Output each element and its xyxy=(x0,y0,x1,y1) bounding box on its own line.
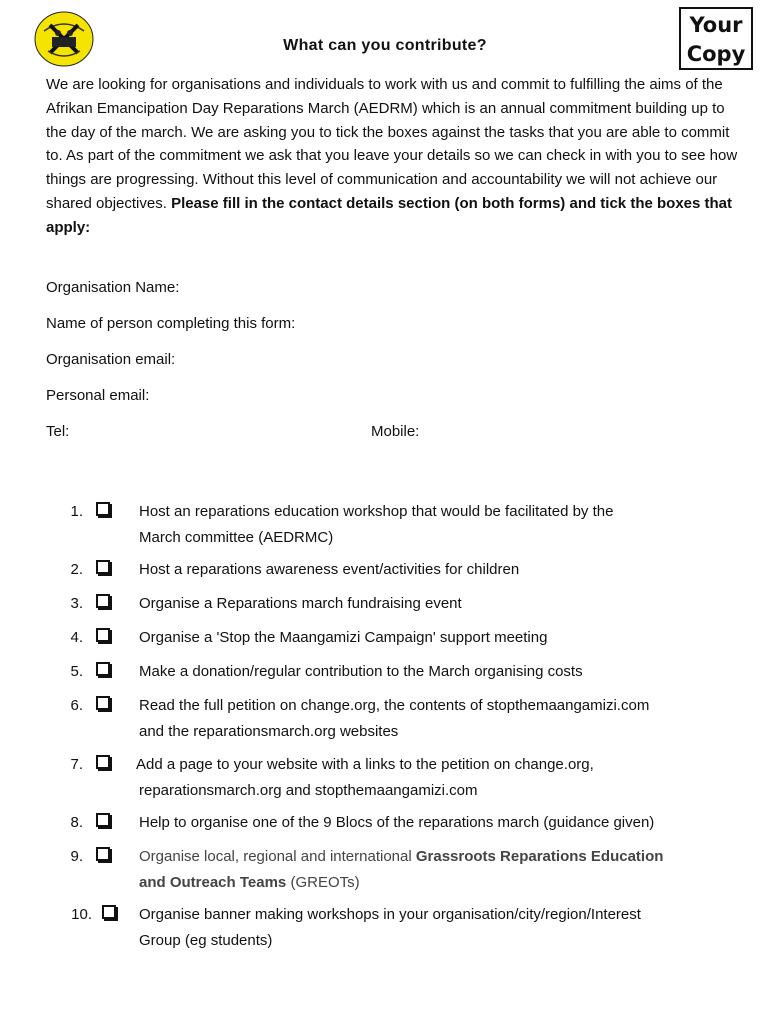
task-number: 2. xyxy=(70,561,83,578)
checkbox[interactable] xyxy=(96,502,110,516)
checkbox[interactable] xyxy=(96,628,110,642)
tel-field[interactable]: Tel: xyxy=(46,423,70,440)
task-text xyxy=(139,693,739,745)
task-number: 9. xyxy=(70,848,83,865)
task-number: 7. xyxy=(70,756,83,773)
checkbox[interactable] xyxy=(96,662,110,676)
checkbox[interactable] xyxy=(96,813,110,827)
task-number: 10. xyxy=(71,906,92,923)
task-line: and the reparationsmarch.org websites xyxy=(139,723,399,740)
task-line: Organise local, regional and international xyxy=(139,848,416,865)
task-line: Organise banner making workshops in your organisation/city/region/Interest xyxy=(139,906,641,923)
task-line: Add a page to your website with a links to the petition on change.org, xyxy=(136,756,594,773)
intro-paragraph xyxy=(46,73,746,240)
task-line: March committee (AEDRMC) xyxy=(139,529,334,546)
task-number: 8. xyxy=(70,814,83,831)
copy-label-line1: Your xyxy=(689,13,743,37)
intro-body: We are looking for organisations and individuals to work with us and commit to fulfilling the aims of the Afrikan Emancipation Day Reparations March (AEDRM) which is an annual commitment building up to the day of the march. We are asking you to tick the boxes against the tasks that you are able to commit to. As part of the commitment we ask that you leave your details so we can check in with you to see how things are progressing. Without this level of communication and accountability we will not achieve our shared objectives. xyxy=(46,76,738,212)
page-title: What can you contribute? xyxy=(283,37,487,54)
task-line: (GREOTs) xyxy=(286,874,360,891)
checkbox[interactable] xyxy=(96,847,110,861)
task-line: Read the full petition on change.org, the contents of stopthemaangamizi.com xyxy=(139,697,650,714)
task-text: Organise a 'Stop the Maangamizi Campaign' support meeting xyxy=(139,629,548,646)
task-text: Help to organise one of the 9 Blocs of the reparations march (guidance given) xyxy=(139,814,655,831)
task-text xyxy=(139,844,739,896)
task-number: 1. xyxy=(70,503,83,520)
task-number: 4. xyxy=(70,629,83,646)
task-number: 5. xyxy=(70,663,83,680)
org-email-field[interactable]: Organisation email: xyxy=(46,351,176,368)
mobile-field[interactable]: Mobile: xyxy=(371,423,420,440)
checkbox[interactable] xyxy=(96,696,110,710)
org-name-field[interactable]: Organisation Name: xyxy=(46,279,180,296)
task-text: Organise a Reparations march fundraising event xyxy=(139,595,462,612)
task-line-bold: Grassroots Reparations Education xyxy=(415,848,664,865)
task-text: Host a reparations awareness event/activities for children xyxy=(139,561,520,578)
personal-email-field[interactable]: Personal email: xyxy=(46,387,150,404)
task-line-bold: and Outreach Teams xyxy=(139,874,287,891)
checkbox[interactable] xyxy=(96,560,110,574)
task-line: Host an reparations education workshop that would be facilitated by the xyxy=(139,503,614,520)
checkbox[interactable] xyxy=(102,905,116,919)
task-line: reparationsmarch.org and stopthemaangamizi.com xyxy=(139,782,478,799)
person-name-field[interactable]: Name of person completing this form: xyxy=(46,315,296,332)
task-text xyxy=(139,499,739,551)
task-text: Make a donation/regular contribution to the March organising costs xyxy=(139,663,583,680)
checkbox[interactable] xyxy=(96,755,110,769)
task-text xyxy=(136,752,736,804)
checkbox[interactable] xyxy=(96,594,110,608)
copy-label-line2: Copy xyxy=(686,42,746,66)
task-text xyxy=(139,902,739,954)
task-line: Group (eg students) xyxy=(139,932,273,949)
task-number: 6. xyxy=(70,697,83,714)
task-number: 3. xyxy=(70,595,83,612)
intro-bold-instruction: Please fill in the contact details section (on both forms) and tick the boxes that apply: xyxy=(46,194,733,236)
